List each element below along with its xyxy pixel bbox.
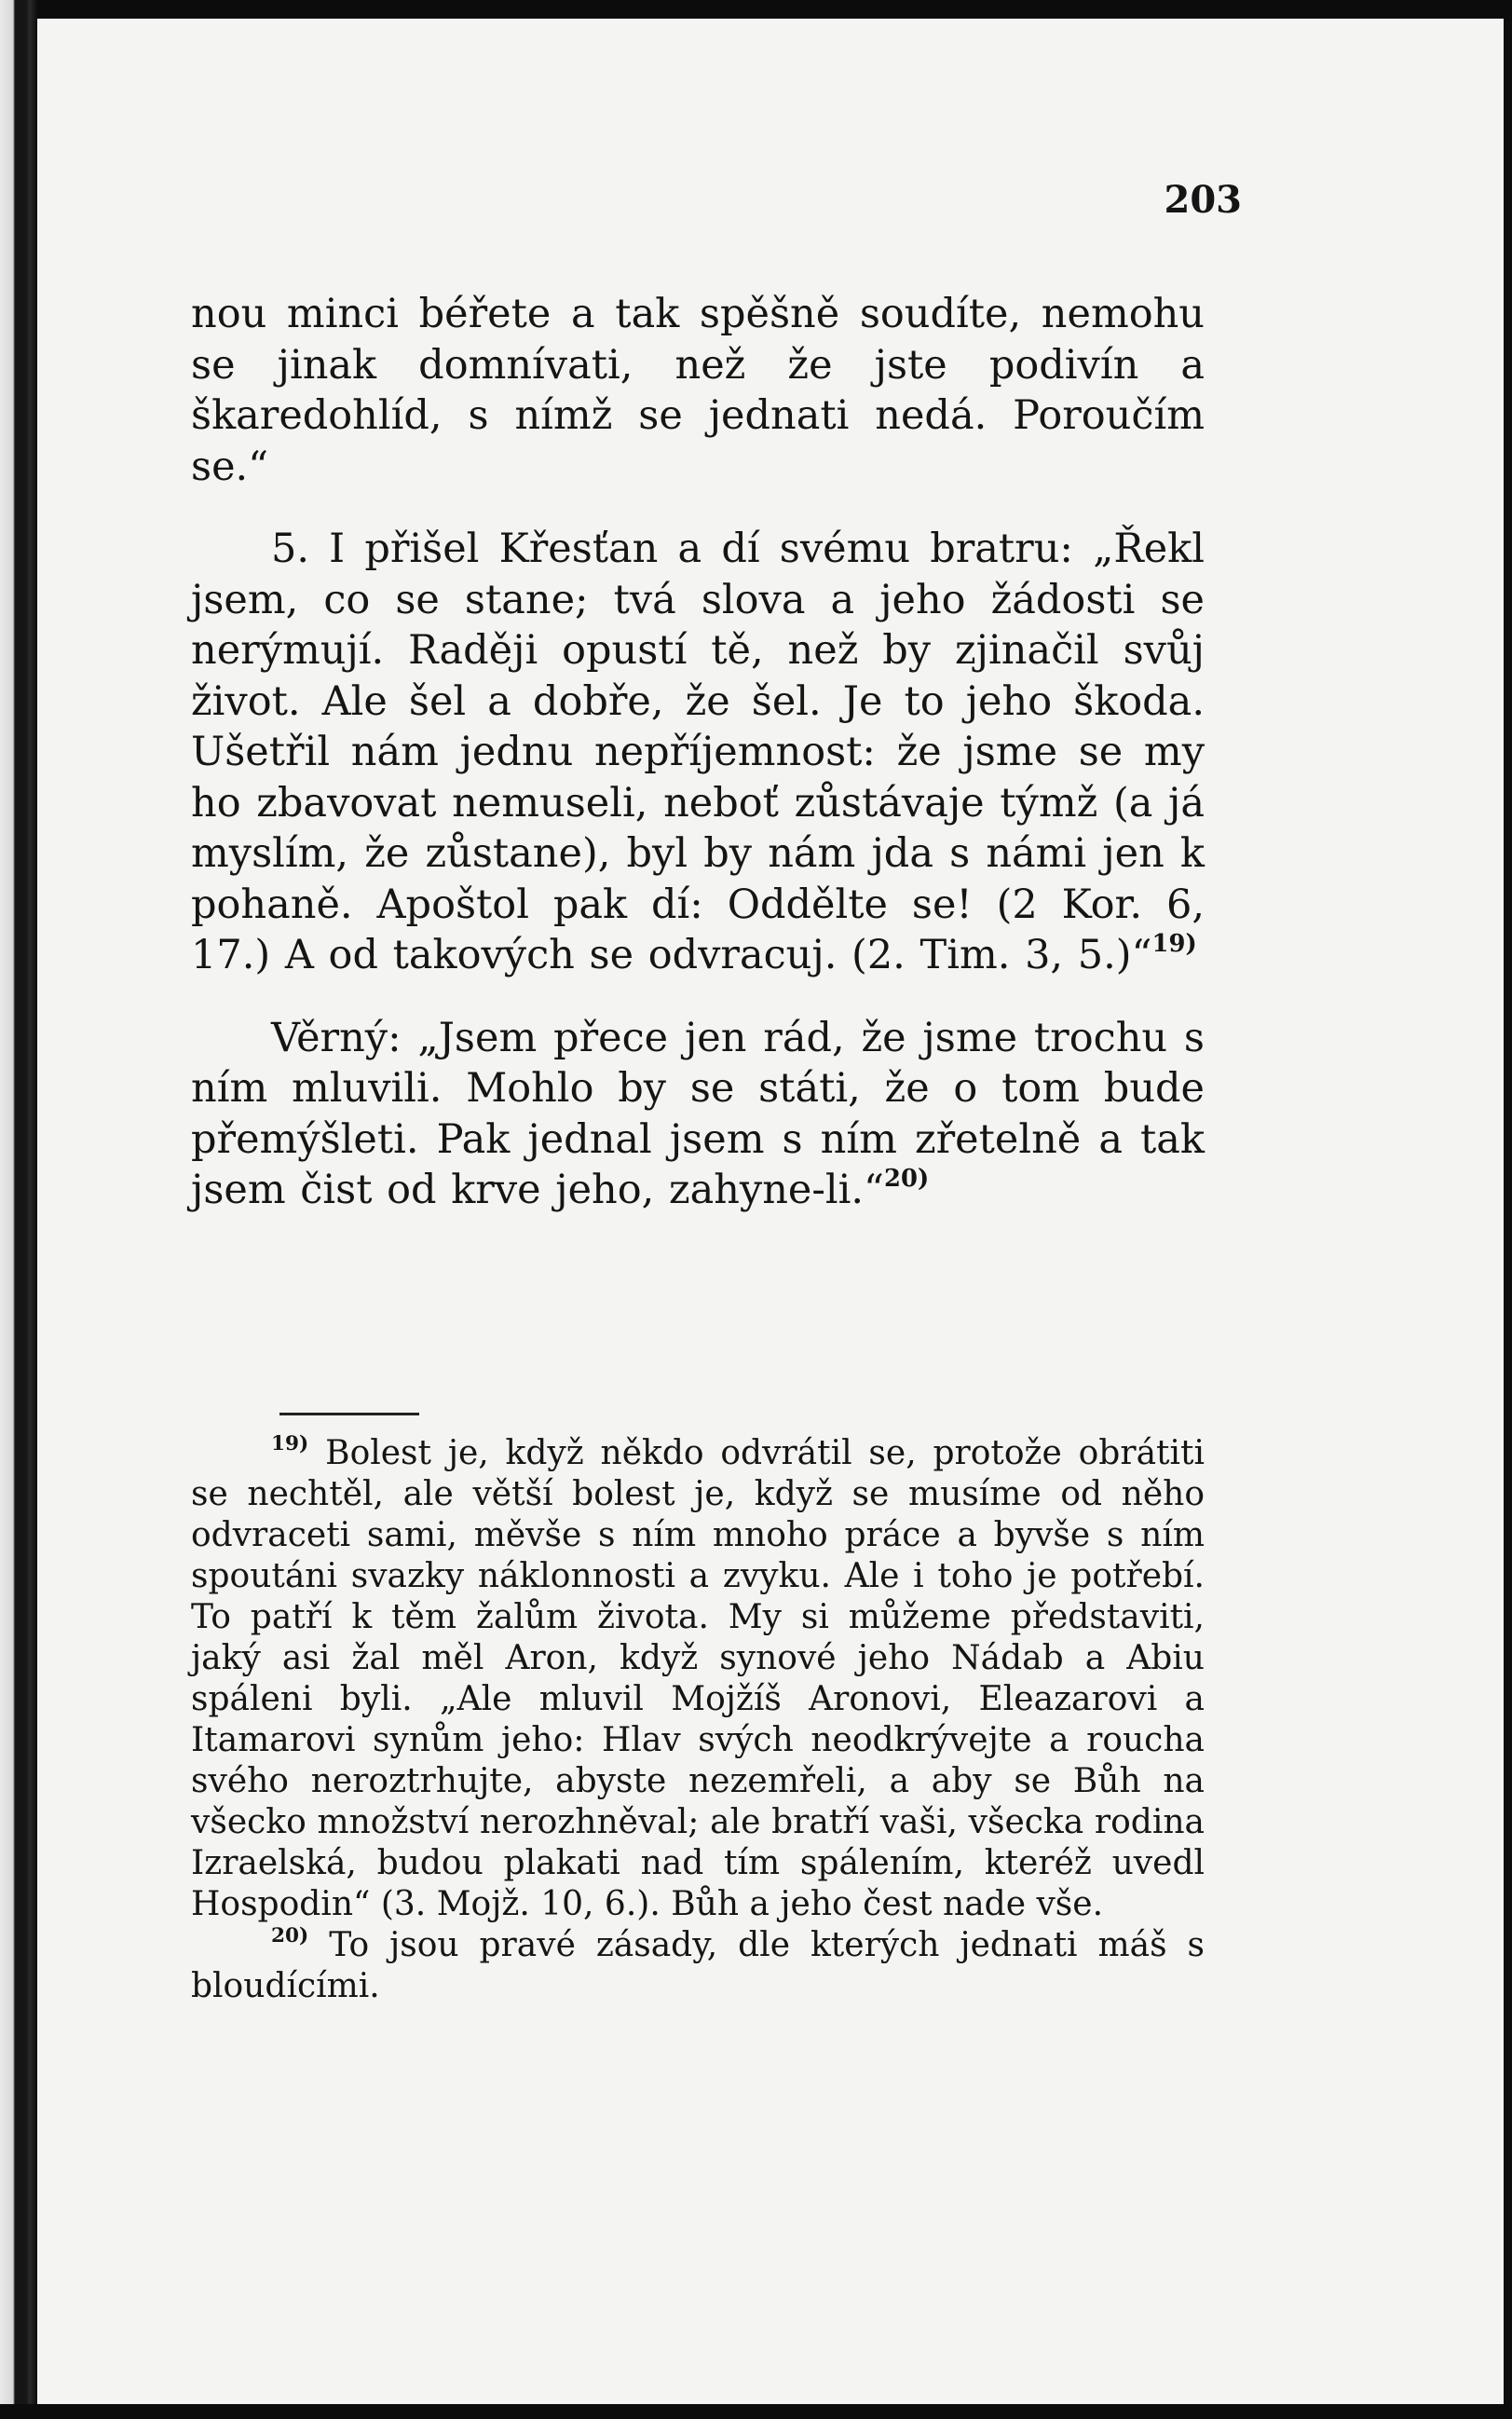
scan-border-top: [0, 0, 1512, 20]
footnote-19: [191, 1433, 1205, 1925]
footnote-divider: [279, 1413, 419, 1415]
scan-border-left: [0, 0, 37, 2419]
footnote-ref-20[interactable]: 20): [884, 1164, 930, 1193]
footnote-20-marker: 20): [271, 1923, 309, 1948]
footnote-ref-19[interactable]: 19): [1151, 929, 1197, 958]
footnote-20-text: To jsou pravé zásady, dle kterých jednati máš s bloudícími.: [191, 1926, 1205, 2005]
paragraph-3: [191, 1013, 1205, 1216]
book-page: [37, 19, 1504, 2404]
scan-border-bottom: [0, 2404, 1512, 2419]
page-number: 203: [1164, 178, 1242, 222]
footnote-19-text: Bolest je, když někdo odvrátil se, protože obrátiti se nechtěl, ale větší bolest je, když se musíme od něho odvraceti sami, měvše s ním mnoho práce a byvše s ním spoutáni svazky náklonnosti a zvyku. Ale i toho je potřebí. To patří k těm žalům života. My si můžeme představiti, jaký asi žal měl Aron, když synové jeho Nádab a Abiu spáleni byli. „Ale mluvil Mojžíš Aronovi, Eleazarovi a Itamarovi synům jeho: Hlav svých neodkrývejte a roucha svého neroztrhujte, abyste nezemřeli, a aby se Bůh na všecko množství nerozhněval; ale bratří vaši, všecka rodina Izraelská, budou plakati nad tím spálením, kteréž uvedl Hospodin“ (3. Mojž. 10, 6.). Bůh a jeho čest nade vše.: [191, 1434, 1205, 1923]
footnote-20: [191, 1925, 1205, 2007]
paragraph-1: nou minci béřete a tak spěšně soudíte, nemohu se jinak domnívati, než že jste podivín a škaredohlíd, s nímž se jednati nedá. Poroučím se.“: [191, 291, 1205, 490]
main-text: [191, 289, 1205, 1216]
paragraph-2: [191, 524, 1205, 981]
footnotes: [191, 1433, 1205, 2007]
paragraph-2-text: 5. I přišel Křesťan a dí svému bratru: „Řekl jsem, co se stane; tvá slova a jeho žádosti se nerýmují. Raději opustí tě, než by zjinačil svůj život. Ale šel a dobře, že šel. Je to jeho škoda. Ušetřil nám jednu nepříjemnost: že jsme se my ho zbavovat nemuseli, neboť zůstávaje týmž (a já myslím, že zůstane), byl by nám jda s námi jen k pohaně. Apoštol pak dí: Oddělte se! (2 Kor. 6, 17.) A od takových se odvracuj. (2. Tim. 3, 5.)“: [191, 526, 1205, 978]
paragraph-3-text: Věrný: „Jsem přece jen rád, že jsme trochu s ním mluvili. Mohlo by se státi, že o tom bude přemýšleti. Pak jednal jsem s ním zřetelně a tak jsem čist od krve jeho, zahyne-li.“: [191, 1014, 1205, 1213]
footnote-19-marker: 19): [271, 1431, 309, 1456]
